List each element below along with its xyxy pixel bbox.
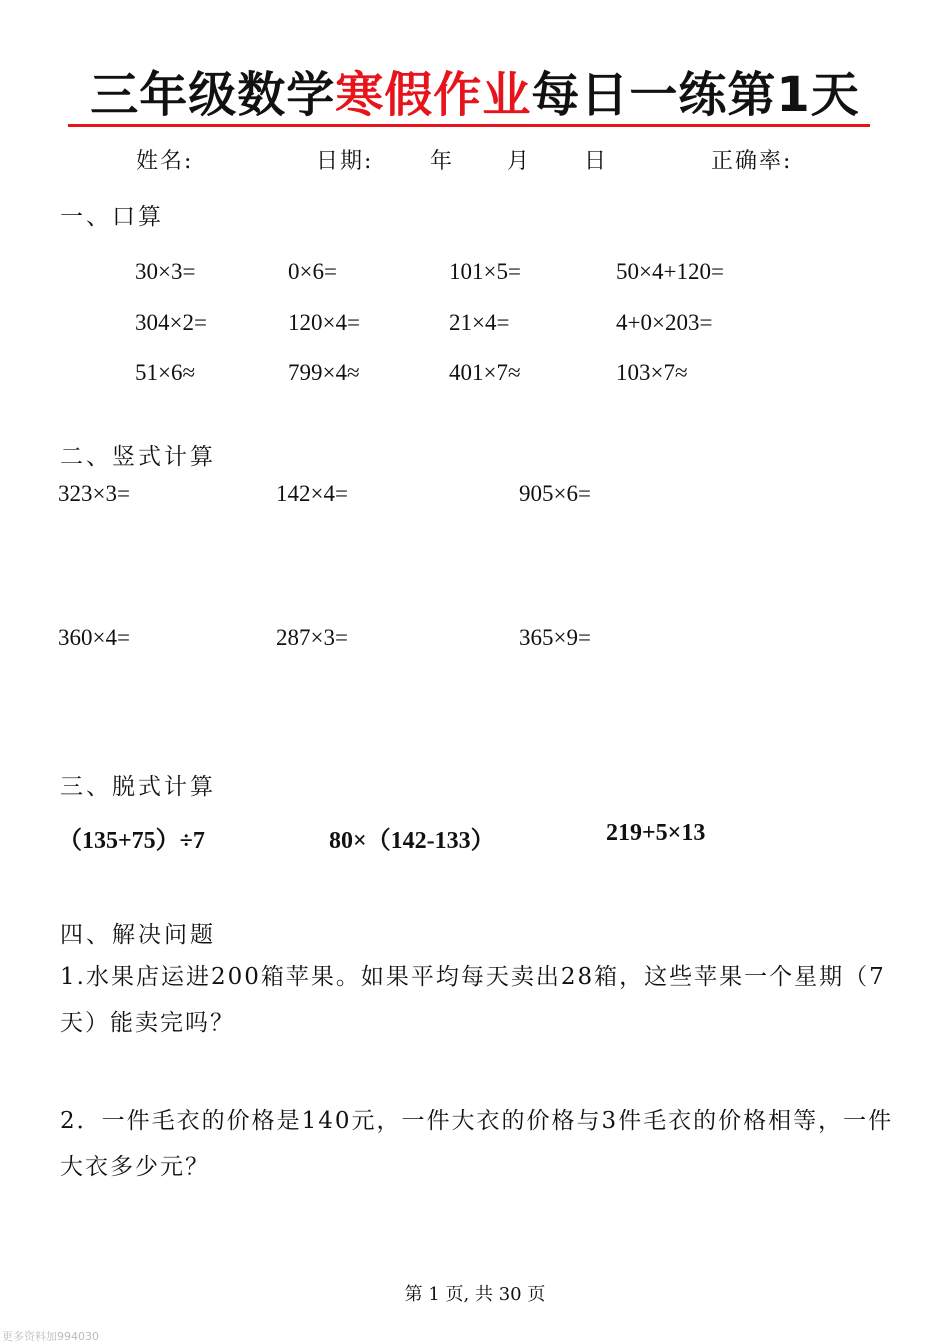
oral-item: 120×4= [288, 310, 360, 335]
name-label: 姓名: [136, 149, 194, 174]
oral-item: 51×6≈ [135, 360, 196, 385]
oral-item: 103×7≈ [616, 360, 688, 385]
section-heading-vertical: 二、竖式计算 [60, 444, 216, 470]
page-title [0, 56, 950, 125]
section-heading-problems: 四、解决问题 [60, 922, 216, 948]
vertical-item: 365×9= [519, 625, 591, 650]
stepwise-item: 219+5×13 [606, 820, 706, 846]
word-problem: 1.水果店运进200箱苹果。如果平均每天卖出28箱，这些苹果一个星期（7天）能卖完吗？ [60, 964, 886, 1036]
title-part1: 三年级数学 [90, 67, 336, 123]
section-heading-oral: 一、口算 [60, 204, 164, 230]
oral-item: 30×3= [135, 259, 196, 284]
watermark: 更多资料加994030 [2, 1330, 99, 1343]
title-highlight: 寒假作业 [335, 67, 532, 123]
date-label: 日期: [316, 149, 374, 174]
word-problem: 2．一件毛衣的价格是140元，一件大衣的价格与3件毛衣的价格相等，一件大衣多少元？ [60, 1108, 894, 1180]
oral-item: 799×4≈ [288, 360, 360, 385]
oral-item: 4+0×203= [616, 310, 713, 335]
section-heading-stepwise: 三、脱式计算 [60, 774, 216, 800]
oral-item: 401×7≈ [449, 360, 521, 385]
oral-item: 50×4+120= [616, 259, 724, 284]
title-part3: 每日一练第1天 [531, 67, 860, 123]
accuracy-label: 正确率: [711, 149, 793, 174]
vertical-item: 287×3= [276, 625, 348, 650]
page-number: 第 1 页, 共 30 页 [404, 1284, 546, 1305]
year-label: 年 [430, 149, 455, 174]
oral-item: 101×5= [449, 259, 521, 284]
title-divider [68, 124, 870, 127]
oral-item: 21×4= [449, 310, 510, 335]
stepwise-item: （135+75）÷7 [58, 828, 205, 854]
stepwise-item: 80×（142-133） [329, 828, 495, 854]
vertical-item: 323×3= [58, 481, 130, 506]
vertical-item: 142×4= [276, 481, 348, 506]
month-label: 月 [507, 149, 532, 174]
oral-item: 0×6= [288, 259, 337, 284]
vertical-item: 360×4= [58, 625, 130, 650]
day-label: 日 [584, 149, 609, 174]
vertical-item: 905×6= [519, 481, 591, 506]
oral-item: 304×2= [135, 310, 207, 335]
